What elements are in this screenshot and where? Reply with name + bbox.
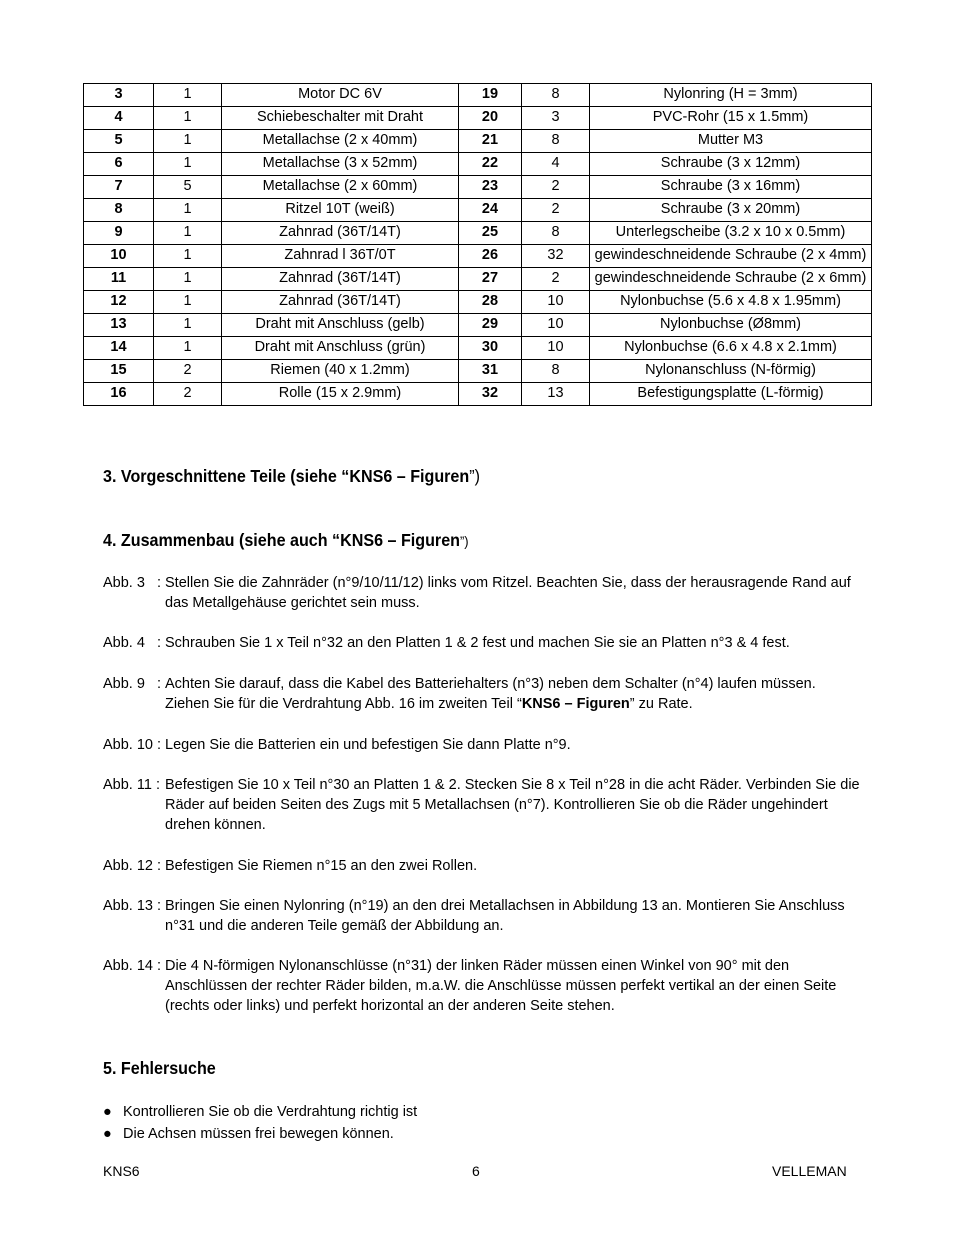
cell-part-number: 20 <box>459 107 522 130</box>
cell-quantity: 1 <box>154 130 222 153</box>
cell-part-number: 5 <box>84 130 154 153</box>
cell-part-number: 29 <box>459 314 522 337</box>
cell-description: PVC-Rohr (15 x 1.5mm) <box>590 107 872 130</box>
cell-description: Schraube (3 x 16mm) <box>590 176 872 199</box>
table-row <box>84 176 872 199</box>
cell-description: Nylonring (H = 3mm) <box>590 84 872 107</box>
cell-part-number: 22 <box>459 153 522 176</box>
cell-quantity: 1 <box>154 291 222 314</box>
cell-description: Nylonbuchse (6.6 x 4.8 x 2.1mm) <box>590 337 872 360</box>
cell-description: gewindeschneidende Schraube (2 x 6mm) <box>590 268 872 291</box>
cell-quantity: 1 <box>154 107 222 130</box>
table-row <box>84 84 872 107</box>
cell-part-number: 32 <box>459 383 522 406</box>
table-row <box>84 153 872 176</box>
cell-description: Schiebeschalter mit Draht <box>222 107 459 130</box>
cell-quantity: 2 <box>522 268 590 291</box>
footer-left: KNS6 <box>103 1163 140 1179</box>
cell-part-number: 26 <box>459 245 522 268</box>
cell-description: Riemen (40 x 1.2mm) <box>222 360 459 383</box>
bullet-icon: ● <box>103 1126 112 1142</box>
step-abb-3: Abb. 3 : Stellen Sie die Zahnräder (n°9/10/11/12) links vom Ritzel. Beachten Sie, dass der herausragende Rand auf das Metallgehäuse gerichtet sein muss. <box>103 575 851 611</box>
bullet-item: ● Die Achsen müssen frei bewegen können. <box>103 1126 394 1142</box>
step-abb-14: Abb. 14 : Die 4 N-förmigen Nylonanschlüsse (n°31) der linken Räder müssen einen Winkel von 90° mit den Anschlüssen der rechter Räder bilden, m.a.W. die Anschlüsse müssen perfekt vertikal an der einen Seite (rechts oder links) und perfekt horizontal an der anderen Seite stehen. <box>103 958 837 1014</box>
cell-description: Schraube (3 x 12mm) <box>590 153 872 176</box>
step-abb-4: Abb. 4 : Schrauben Sie 1 x Teil n°32 an den Platten 1 & 2 fest und machen Sie sie an Platten n°3 & 4 fest. <box>103 635 790 651</box>
cell-quantity: 1 <box>154 337 222 360</box>
cell-part-number: 7 <box>84 176 154 199</box>
cell-description: Unterlegscheibe (3.2 x 10 x 0.5mm) <box>590 222 872 245</box>
cell-description: gewindeschneidende Schraube (2 x 4mm) <box>590 245 872 268</box>
cell-quantity: 3 <box>522 107 590 130</box>
cell-part-number: 19 <box>459 84 522 107</box>
section-5-heading: 5. Fehlersuche <box>103 1058 216 1078</box>
cell-quantity: 1 <box>154 199 222 222</box>
cell-quantity: 10 <box>522 314 590 337</box>
parts-table <box>83 83 872 406</box>
cell-description: Metallachse (2 x 60mm) <box>222 176 459 199</box>
cell-description: Zahnrad (36T/14T) <box>222 268 459 291</box>
cell-part-number: 23 <box>459 176 522 199</box>
cell-description: Rolle (15 x 2.9mm) <box>222 383 459 406</box>
cell-part-number: 30 <box>459 337 522 360</box>
footer-right: VELLEMAN <box>772 1163 847 1179</box>
table-row <box>84 199 872 222</box>
cell-part-number: 6 <box>84 153 154 176</box>
cell-part-number: 8 <box>84 199 154 222</box>
cell-description: Nylonbuchse (5.6 x 4.8 x 1.95mm) <box>590 291 872 314</box>
cell-description: Zahnrad (36T/14T) <box>222 291 459 314</box>
table-row <box>84 314 872 337</box>
cell-quantity: 2 <box>154 383 222 406</box>
cell-quantity: 8 <box>522 360 590 383</box>
cell-description: Mutter M3 <box>590 130 872 153</box>
step-abb-12: Abb. 12 : Befestigen Sie Riemen n°15 an den zwei Rollen. <box>103 858 478 874</box>
table-row <box>84 222 872 245</box>
cell-quantity: 32 <box>522 245 590 268</box>
cell-description: Ritzel 10T (weiß) <box>222 199 459 222</box>
cell-quantity: 10 <box>522 291 590 314</box>
table-row <box>84 107 872 130</box>
cell-quantity: 8 <box>522 84 590 107</box>
cell-quantity: 8 <box>522 130 590 153</box>
cell-part-number: 11 <box>84 268 154 291</box>
step-abb-13: Abb. 13 : Bringen Sie einen Nylonring (n°19) an den drei Metallachsen in Abbildung 13 an. Montieren Sie Anschluss n°31 und die anderen Teile gemäß der Abbildung an. <box>103 898 845 934</box>
cell-quantity: 1 <box>154 222 222 245</box>
cell-part-number: 13 <box>84 314 154 337</box>
cell-part-number: 28 <box>459 291 522 314</box>
cell-quantity: 10 <box>522 337 590 360</box>
cell-part-number: 4 <box>84 107 154 130</box>
cell-part-number: 31 <box>459 360 522 383</box>
cell-quantity: 2 <box>154 360 222 383</box>
table-row <box>84 130 872 153</box>
table-row <box>84 268 872 291</box>
cell-part-number: 27 <box>459 268 522 291</box>
cell-description: Befestigungsplatte (L-förmig) <box>590 383 872 406</box>
cell-quantity: 5 <box>154 176 222 199</box>
cell-description: Draht mit Anschluss (grün) <box>222 337 459 360</box>
cell-part-number: 3 <box>84 84 154 107</box>
step-abb-11: Abb. 11 : Befestigen Sie 10 x Teil n°30 an Platten 1 & 2. Stecken Sie 8 x Teil n°28 in die acht Räder. Verbinden Sie die Räder auf beiden Seiten des Zugs mit 5 Metallachsen (n°7). Kontrollieren Sie ob die Räder ungehindert drehen können. <box>103 777 860 833</box>
cell-part-number: 21 <box>459 130 522 153</box>
section-3-heading: 3. Vorgeschnittene Teile (siehe “KNS6 – Figuren”) <box>103 466 480 486</box>
cell-part-number: 9 <box>84 222 154 245</box>
step-abb-9: Abb. 9 : Achten Sie darauf, dass die Kabel des Batteriehalters (n°3) neben dem Schalter (n°4) laufen müssen. Ziehen Sie für die Verdrahtung Abb. 16 im zweiten Teil “KNS6 – Figuren” zu Rate. <box>103 676 816 712</box>
cell-part-number: 12 <box>84 291 154 314</box>
cell-quantity: 2 <box>522 176 590 199</box>
bullet-item: ● Kontrollieren Sie ob die Verdrahtung richtig ist <box>103 1104 418 1120</box>
cell-quantity: 1 <box>154 84 222 107</box>
cell-description: Metallachse (2 x 40mm) <box>222 130 459 153</box>
cell-quantity: 4 <box>522 153 590 176</box>
table-row <box>84 245 872 268</box>
cell-part-number: 14 <box>84 337 154 360</box>
table-row <box>84 337 872 360</box>
cell-description: Schraube (3 x 20mm) <box>590 199 872 222</box>
cell-quantity: 13 <box>522 383 590 406</box>
cell-part-number: 15 <box>84 360 154 383</box>
cell-description: Zahnrad (36T/14T) <box>222 222 459 245</box>
cell-quantity: 2 <box>522 199 590 222</box>
table-row <box>84 360 872 383</box>
footer-page-number: 6 <box>472 1163 480 1179</box>
cell-quantity: 1 <box>154 268 222 291</box>
section-4-heading: 4. Zusammenbau (siehe auch “KNS6 – Figuren”) <box>103 530 469 550</box>
cell-quantity: 8 <box>522 222 590 245</box>
cell-quantity: 1 <box>154 153 222 176</box>
cell-quantity: 1 <box>154 245 222 268</box>
table-row <box>84 291 872 314</box>
step-abb-10: Abb. 10 : Legen Sie die Batterien ein und befestigen Sie dann Platte n°9. <box>103 737 571 753</box>
cell-description: Metallachse (3 x 52mm) <box>222 153 459 176</box>
cell-description: Zahnrad l 36T/0T <box>222 245 459 268</box>
cell-part-number: 25 <box>459 222 522 245</box>
cell-description: Nylonanschluss (N-förmig) <box>590 360 872 383</box>
cell-description: Draht mit Anschluss (gelb) <box>222 314 459 337</box>
cell-description: Nylonbuchse (Ø8mm) <box>590 314 872 337</box>
cell-description: Motor DC 6V <box>222 84 459 107</box>
table-row <box>84 383 872 406</box>
cell-part-number: 16 <box>84 383 154 406</box>
cell-part-number: 24 <box>459 199 522 222</box>
cell-part-number: 10 <box>84 245 154 268</box>
bullet-icon: ● <box>103 1104 112 1120</box>
cell-quantity: 1 <box>154 314 222 337</box>
